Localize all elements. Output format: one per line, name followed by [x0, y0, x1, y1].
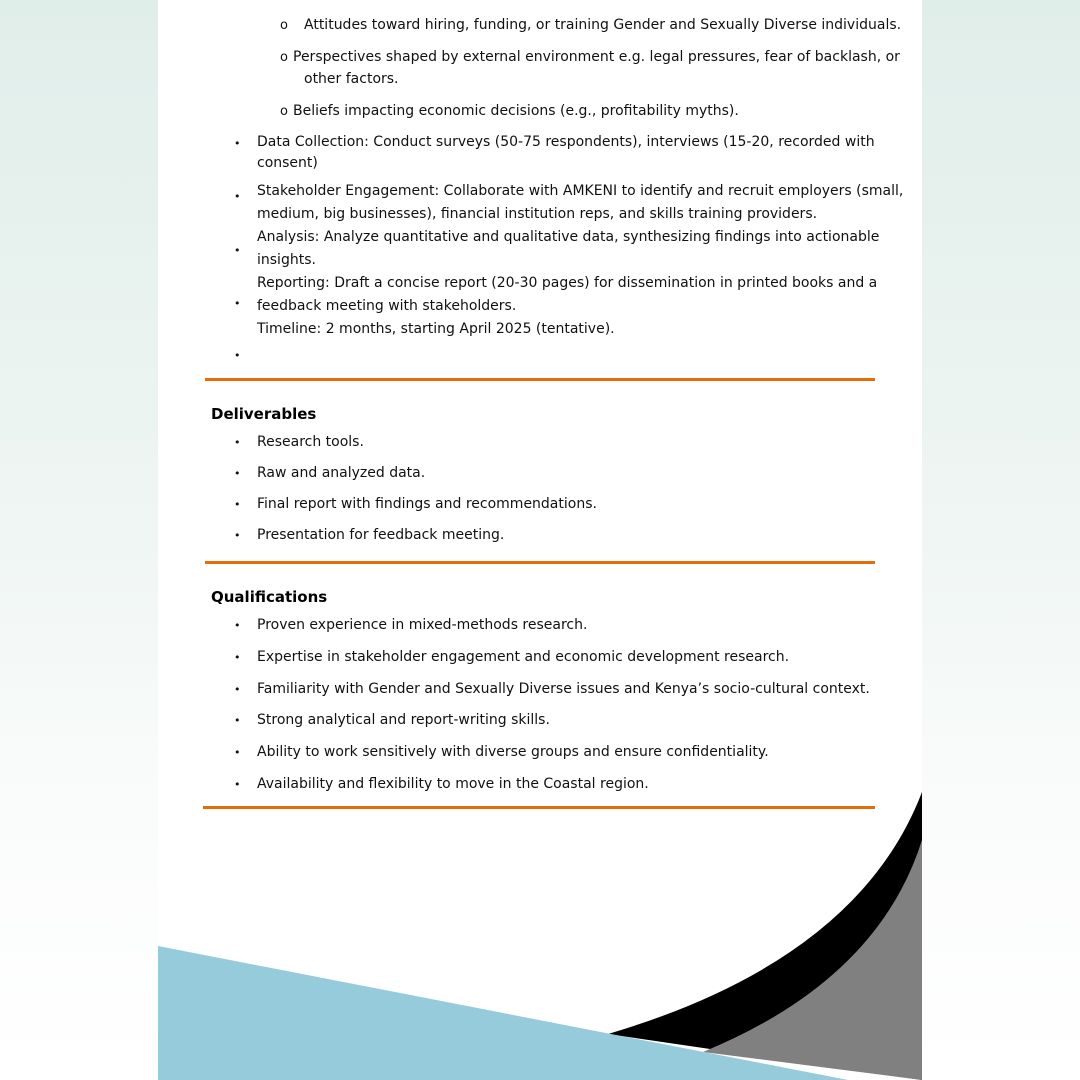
subitem-text-continued: other factors. — [304, 71, 399, 87]
deliverable-item: Final report with findings and recommendations. — [257, 496, 597, 512]
bullet-marker: • — [234, 651, 241, 664]
activity-item-continued: insights. — [257, 252, 316, 268]
qualifications-heading: Qualifications — [211, 588, 328, 606]
section-divider — [205, 378, 875, 381]
activity-item-continued: medium, big businesses), financial institution reps, and skills training providers. — [257, 206, 818, 222]
deliverable-item: Research tools. — [257, 434, 364, 450]
section-divider — [203, 806, 875, 809]
activity-item: Timeline: 2 months, starting April 2025 (tentative). — [257, 321, 615, 337]
activity-item-continued: consent) — [257, 155, 318, 171]
bullet-marker: • — [234, 190, 241, 203]
qualification-item: Strong analytical and report-writing skills. — [257, 712, 550, 728]
qualification-item: Proven experience in mixed-methods research. — [257, 617, 588, 633]
activity-item: Analysis: Analyze quantitative and qualitative data, synthesizing findings into actionable — [257, 229, 880, 245]
qualification-item: Familiarity with Gender and Sexually Diverse issues and Kenya’s socio-cultural context. — [257, 681, 870, 697]
qualification-item: Availability and flexibility to move in the Coastal region. — [257, 776, 649, 792]
bullet-marker: • — [234, 297, 241, 310]
document-page — [158, 0, 922, 1080]
bullet-marker: • — [234, 436, 241, 449]
bullet-marker: • — [234, 683, 241, 696]
qualification-item: Expertise in stakeholder engagement and economic development research. — [257, 649, 790, 665]
activity-item: Reporting: Draft a concise report (20-30 pages) for dissemination in printed books and a — [257, 275, 878, 291]
activity-item: Data Collection: Conduct surveys (50-75 respondents), interviews (15-20, recorded with — [257, 134, 875, 150]
bullet-marker: • — [234, 746, 241, 759]
subitem-text: Beliefs impacting economic decisions (e.g., profitability myths). — [293, 103, 739, 119]
subitem-marker: o — [280, 18, 288, 33]
bullet-marker: • — [234, 619, 241, 632]
section-divider — [205, 561, 875, 564]
subitem-text: Attitudes toward hiring, funding, or training Gender and Sexually Diverse individuals. — [304, 17, 902, 33]
bullet-marker: • — [234, 714, 241, 727]
activity-item-continued: feedback meeting with stakeholders. — [257, 298, 517, 314]
bullet-marker: • — [234, 137, 241, 150]
subitem-text: Perspectives shaped by external environment e.g. legal pressures, fear of backlash, or — [293, 49, 900, 65]
deliverable-item: Raw and analyzed data. — [257, 465, 426, 481]
bullet-marker: • — [234, 244, 241, 257]
qualification-item: Ability to work sensitively with diverse groups and ensure confidentiality. — [257, 744, 769, 760]
bullet-marker: • — [234, 349, 241, 362]
subitem-marker: o — [280, 104, 288, 119]
subitem-marker: o — [280, 50, 288, 65]
bullet-marker: • — [234, 778, 241, 791]
activity-item: Stakeholder Engagement: Collaborate with AMKENI to identify and recruit employers (small, — [257, 183, 904, 199]
deliverables-heading: Deliverables — [211, 405, 317, 423]
deliverable-item: Presentation for feedback meeting. — [257, 527, 505, 543]
bullet-marker: • — [234, 529, 241, 542]
bullet-marker: • — [234, 498, 241, 511]
bullet-marker: • — [234, 467, 241, 480]
